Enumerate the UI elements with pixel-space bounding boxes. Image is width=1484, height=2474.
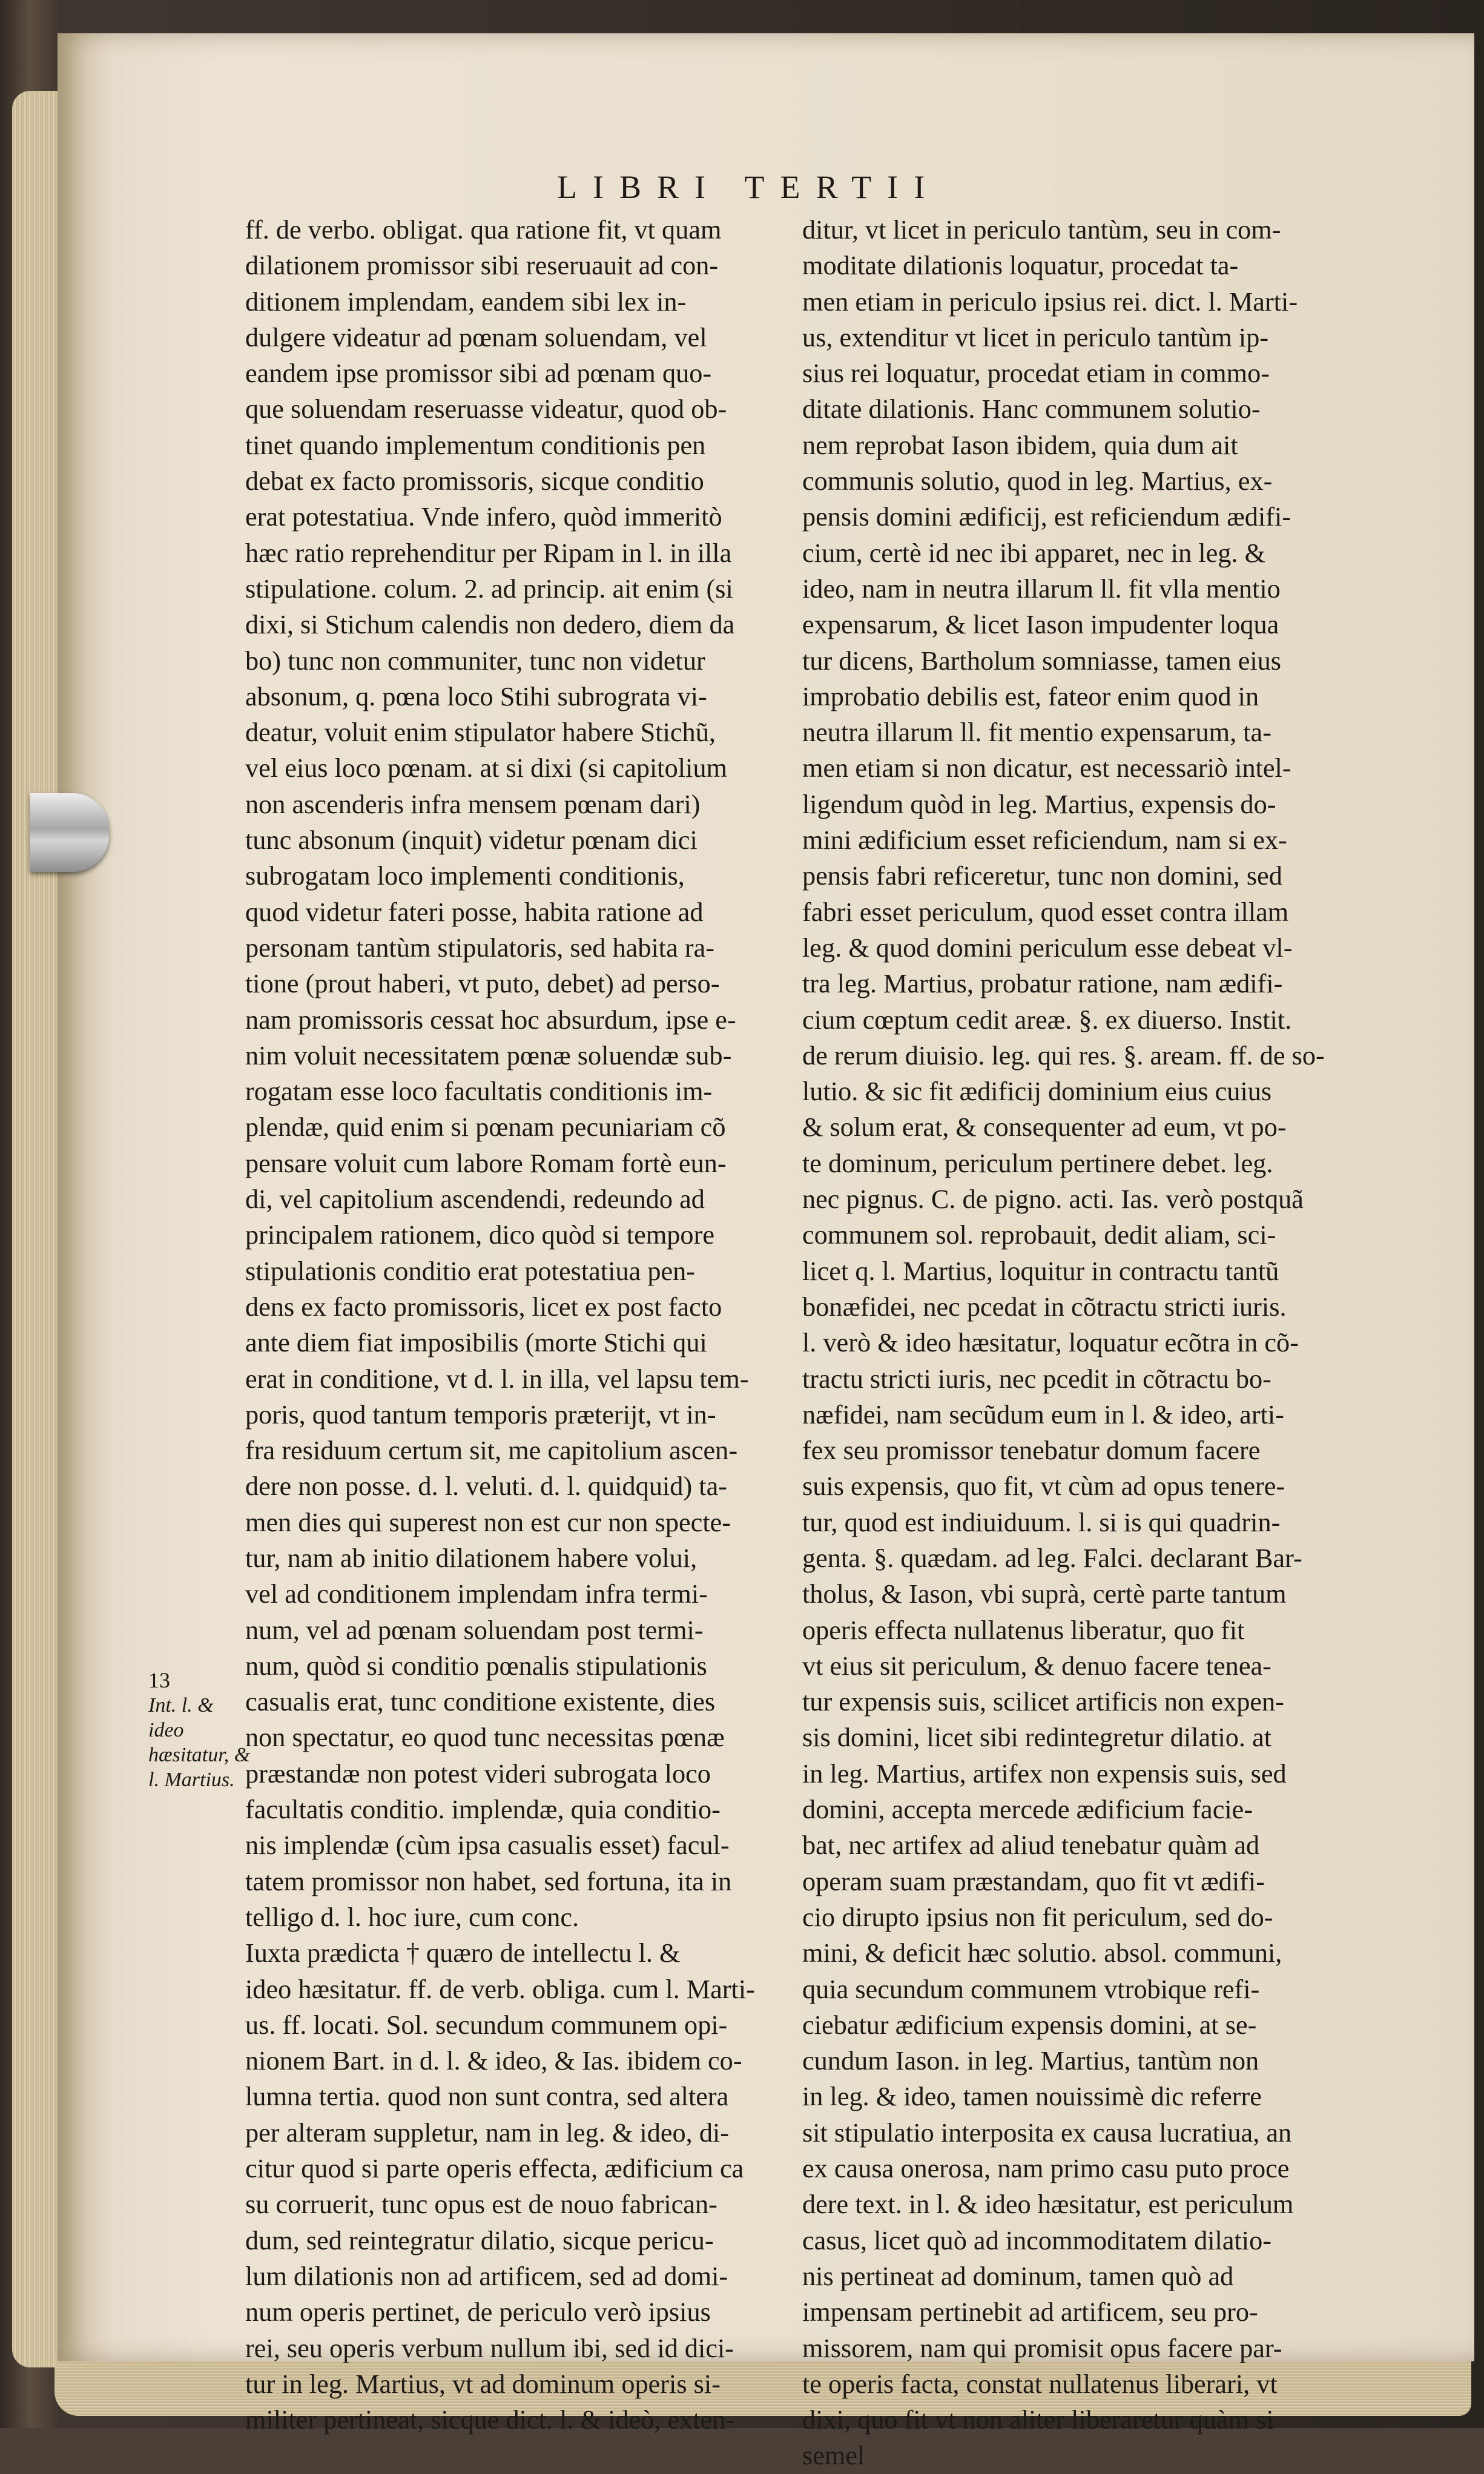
right-column-line: cium, certè id nec ibi apparet, nec in leg. & — [802, 538, 1266, 568]
right-column-line: nem reprobat Iason ibidem, quia dum ait — [802, 430, 1238, 460]
right-column-line: sius rei loquatur, procedat etiam in commo- — [802, 358, 1270, 389]
right-column-line: tra leg. Martius, probatur ratione, nam ædifi- — [802, 969, 1283, 999]
left-column-line: dulgere videatur ad pœnam soluendam, vel — [245, 322, 707, 352]
left-column-line: dixi, si Stichum calendis non dedero, diem da — [245, 610, 735, 640]
left-column-line: men dies qui superest non est cur non specte- — [245, 1507, 731, 1537]
left-column-line: hæc ratio reprehenditur per Ripam in l. in illa — [245, 538, 732, 568]
left-column-line: quod videtur fateri posse, habita ratione ad — [245, 897, 704, 927]
right-column-line: missorem, nam qui promisit opus facere par- — [802, 2333, 1282, 2363]
margin-note-number: 13 — [148, 1668, 170, 1692]
right-column-line: ex causa onerosa, nam primo casu puto proce — [802, 2154, 1290, 2184]
left-column-line: non spectatur, eo quod tunc necessitas pœnæ — [245, 1723, 725, 1753]
right-column-line: te dominum, periculum pertinere debet. leg. — [802, 1148, 1273, 1178]
right-column-line: lutio. & sic fit ædificij dominium eius cuius — [802, 1077, 1272, 1107]
left-column-line: nis implendæ (cùm ipsa casualis esset) facul- — [245, 1830, 730, 1861]
right-column-line: dere text. in l. & ideo hæsitatur, est periculum — [802, 2189, 1294, 2220]
right-column-line: communis solutio, quod in leg. Martius, ex- — [802, 466, 1273, 496]
left-column-line: vel eius loco pœnam. at si dixi (si capitolium — [245, 753, 727, 783]
page-clip — [30, 793, 109, 872]
left-column-line: num, quòd si conditio pœnalis stipulationis — [245, 1651, 707, 1681]
right-column-line: de rerum diuisio. leg. qui res. §. aream. ff. de so- — [802, 1040, 1325, 1070]
right-column-line: mini, & deficit hæc solutio. absol. communi, — [802, 1938, 1282, 1968]
right-column-line: suis expensis, quo fit, vt cùm ad opus tenere- — [802, 1471, 1285, 1502]
right-column-line: sis domini, licet sibi redintegretur dilatio. at — [802, 1723, 1272, 1753]
right-column-line: dixi, quo fit vt non aliter liberaretur quàm si — [802, 2405, 1274, 2435]
left-column-line: absonum, q. pœna loco Stihi subrograta vi- — [245, 681, 707, 711]
left-column-line: pensare voluit cum labore Romam fortè eun- — [245, 1148, 727, 1178]
margin-note-line: l. Martius. — [148, 1769, 235, 1791]
left-column-line: dilationem promissor sibi reseruauit ad con- — [245, 251, 719, 281]
right-column-line: cio dirupto ipsius non fit periculum, sed do- — [802, 1902, 1273, 1932]
left-column-line: dum, sed reintegratur dilatio, sicque pericu- — [245, 2225, 714, 2255]
margin-note — [148, 1668, 251, 1792]
left-column-line: num operis pertinet, de periculo verò ipsius — [245, 2297, 711, 2327]
right-column-line: tur, quod est indiuiduum. l. si is qui quadrin- — [802, 1507, 1281, 1537]
right-column-line: in leg. Martius, artifex non expensis suis, sed — [802, 1758, 1287, 1789]
right-column-line: casus, licet quò ad incommoditatem dilatio- — [802, 2225, 1272, 2255]
left-column-line: bo) tunc non communiter, tunc non videtur — [245, 645, 705, 676]
right-column-line: ditate dilationis. Hanc communem solutio- — [802, 394, 1261, 424]
right-column-line: genta. §. quædam. ad leg. Falci. declarant Bar- — [802, 1543, 1302, 1573]
right-column-line: sit stipulatio interposita ex causa lucratiua, an — [802, 2117, 1292, 2148]
left-column-line: deatur, voluit enim stipulator habere Stichũ, — [245, 717, 716, 748]
right-column-line: mini ædificium esset reficiendum, nam si ex- — [802, 825, 1287, 856]
right-column-line: semel — [802, 2441, 865, 2471]
left-column-line: ff. de verbo. obligat. qua ratione fit, vt quam — [245, 215, 722, 245]
left-column-line: erat in conditione, vt d. l. in illa, vel lapsu tem- — [245, 1364, 749, 1394]
left-column-line: plendæ, quid enim si pœnam pecuniariam cõ — [245, 1112, 726, 1143]
right-column-line: næfidei, nam secũdum eum in l. & ideo, arti- — [802, 1399, 1284, 1430]
right-column-line: ditur, vt licet in periculo tantùm, seu in com- — [802, 215, 1281, 245]
left-column-line: Iuxta prædicta † quæro de intellectu l. & — [245, 1938, 681, 1968]
right-column-line: operam suam præstandam, quo fit vt ædifi- — [802, 1866, 1265, 1896]
left-column-line: nionem Bart. in d. l. & ideo, & Ias. ibidem co- — [245, 2046, 742, 2076]
right-column-line: expensarum, & licet Iason impudenter loqua — [802, 610, 1279, 640]
right-column — [802, 212, 1347, 2474]
right-column-line: l. verò & ideo hæsitatur, loquatur ecõtra in cõ- — [802, 1328, 1299, 1358]
right-column-line: tur dicens, Bartholum somniasse, tamen eius — [802, 645, 1282, 676]
left-column-line: non ascenderis infra mensem pœnam dari) — [245, 789, 701, 819]
right-column-line: men etiam in periculo ipsius rei. dict. l. Marti- — [802, 286, 1298, 317]
left-column-line: personam tantùm stipulatoris, sed habita ra- — [245, 932, 715, 963]
right-column-line: pensis domini ædificij, est reficiendum ædifi- — [802, 502, 1291, 532]
left-column-line: fra residuum certum sit, me capitolium ascen- — [245, 1436, 738, 1466]
right-column-line: moditate dilationis loquatur, procedat ta- — [802, 251, 1239, 281]
left-column-line: debat ex facto promissoris, sicque conditio — [245, 466, 704, 496]
right-column-line: men etiam si non dicatur, est necessariò intel- — [802, 753, 1291, 783]
left-column-line: nim voluit necessitatem pœnæ soluendæ sub- — [245, 1040, 732, 1070]
right-column-line: in leg. & ideo, tamen nouissimè dic referre — [802, 2082, 1262, 2112]
left-column-line: dere non posse. d. l. veluti. d. l. quidquid) ta- — [245, 1471, 727, 1502]
right-column-line: nec pignus. C. de pigno. acti. Ias. verò postquã — [802, 1184, 1304, 1215]
left-column-line: vel ad conditionem implendam infra termi- — [245, 1579, 708, 1609]
right-column-line: pensis fabri reficeretur, tunc non domini, sed — [802, 861, 1282, 891]
right-column-line: ligendum quòd in leg. Martius, expensis do- — [802, 789, 1276, 819]
left-column-line: ditionem implendam, eandem sibi lex in- — [245, 286, 687, 317]
right-column-line: tur expensis suis, scilicet artificis non expen- — [802, 1687, 1284, 1717]
left-column-line: su corruerit, tunc opus est de nouo fabrican- — [245, 2189, 717, 2220]
left-column-line: tione (prout haberi, vt puto, debet) ad perso- — [245, 969, 720, 999]
right-column-line: vt eius sit periculum, & denuo facere tenea- — [802, 1651, 1271, 1681]
right-column-line: tractu stricti iuris, nec pcedit in cõtractu bo- — [802, 1364, 1271, 1394]
left-column-line: principalem rationem, dico quòd si tempore — [245, 1220, 714, 1250]
right-column-line: neutra illarum ll. fit mentio expensarum, ta- — [802, 717, 1271, 748]
left-column-line: di, vel capitolium ascendendi, redeundo ad — [245, 1184, 705, 1215]
left-column-line: casualis erat, tunc conditione existente, dies — [245, 1687, 716, 1717]
left-column-line: per alteram suppletur, nam in leg. & ideo, di- — [245, 2117, 730, 2148]
right-column-line: bat, nec artifex ad aliud tenebatur quàm ad — [802, 1830, 1260, 1861]
left-column-line: rogatam esse loco facultatis conditionis im- — [245, 1077, 713, 1107]
left-column-line: stipulationis conditio erat potestatiua pen- — [245, 1256, 696, 1286]
margin-note-line: hæsitatur, & — [148, 1744, 251, 1766]
right-column-line: ideo, nam in neutra illarum ll. fit vlla mentio — [802, 573, 1281, 604]
right-column-line: & solum erat, & consequenter ad eum, vt po- — [802, 1112, 1287, 1143]
right-column-line: operis effecta nullatenus liberatur, quo fit — [802, 1615, 1245, 1645]
left-column-line: subrogatam loco implementi conditionis, — [245, 861, 685, 891]
left-column-line: lumna tertia. quod non sunt contra, sed altera — [245, 2082, 729, 2112]
left-column-line: ante diem fiat imposibilis (morte Stichi qui — [245, 1328, 707, 1358]
right-column-line: leg. & quod domini periculum esse debeat vl- — [802, 932, 1293, 963]
left-column-line: tunc absonum (inquit) videtur pœnam dici — [245, 825, 697, 856]
right-column-line: licet q. l. Martius, loquitur in contractu tantũ — [802, 1256, 1279, 1286]
right-column-line: nis pertineat ad dominum, tamen quò ad — [802, 2261, 1234, 2291]
left-column-line: rei, seu operis verbum nullum ibi, sed id dici- — [245, 2333, 734, 2363]
left-column-line: erat potestatiua. Vnde infero, quòd immeritò — [245, 502, 722, 532]
right-column-line: fabri esset periculum, quod esset contra illam — [802, 897, 1289, 927]
left-column-line: præstandæ non potest videri subrogata loco — [245, 1758, 711, 1789]
left-column-line: facultatis conditio. implendæ, quia conditio- — [245, 1795, 721, 1825]
right-column-line: domini, accepta mercede ædificium facie- — [802, 1795, 1253, 1825]
running-head: LIBRI TERTII — [557, 169, 941, 205]
right-column-line: bonæfidei, nec pcedat in cõtractu stricti iuris. — [802, 1291, 1287, 1322]
left-column-line: tur, nam ab initio dilationem habere volui, — [245, 1543, 697, 1573]
right-column-line: quia secundum communem vtrobique refi- — [802, 1974, 1260, 2004]
left-column-line: ideo hæsitatur. ff. de verb. obliga. cum l. Marti- — [245, 1974, 755, 2004]
left-column-line: eandem ipse promissor sibi ad pœnam quo- — [245, 358, 712, 389]
right-column-line: fex seu promissor tenebatur domum facere — [802, 1436, 1261, 1466]
left-column-line: stipulatione. colum. 2. ad princip. ait enim (si — [245, 573, 733, 604]
right-column-line: communem sol. reprobauit, dedit aliam, sci- — [802, 1220, 1276, 1250]
right-column-line: ciebatur ædificium expensis domini, at se- — [802, 2010, 1257, 2040]
right-column-line: us, extenditur vt licet in periculo tantùm ip- — [802, 322, 1269, 352]
right-column-line: cundum Iason. in leg. Martius, tantùm non — [802, 2046, 1259, 2076]
left-column-line: nam promissoris cessat hoc absurdum, ipse e- — [245, 1004, 736, 1035]
left-column-line: tur in leg. Martius, vt ad dominum operis si- — [245, 2369, 721, 2399]
left-column-line: citur quod si parte operis effecta, ædificium ca — [245, 2154, 744, 2184]
right-column-line: cium cœptum cedit areæ. §. ex diuerso. Instit. — [802, 1004, 1292, 1035]
left-column-line: militer pertineat, sicque dict. l. & ideò, exten- — [245, 2405, 735, 2435]
margin-note-line: Int. l. & ideo — [148, 1694, 214, 1741]
right-column-line: improbatio debilis est, fateor enim quod in — [802, 681, 1259, 711]
left-column-line: lum dilationis non ad artificem, sed ad domi- — [245, 2261, 728, 2291]
left-column — [245, 212, 778, 2438]
right-column-line: impensam pertinebit ad artificem, seu pro- — [802, 2297, 1258, 2327]
left-column-line: num, vel ad pœnam soluendam post termi- — [245, 1615, 704, 1645]
left-column-line: tinet quando implementum conditionis pen — [245, 430, 706, 460]
left-column-line: dens ex facto promissoris, licet ex post facto — [245, 1291, 722, 1322]
left-column-line: que soluendam reseruasse videatur, quod ob- — [245, 394, 727, 424]
right-column-line: tholus, & Iason, vbi suprà, certè parte tantum — [802, 1579, 1287, 1609]
left-column-line: telligo d. l. hoc iure, cum conc. — [245, 1902, 579, 1932]
left-column-line: poris, quod tantum temporis præterijt, vt in- — [245, 1399, 716, 1430]
right-column-line: te operis facta, constat nullatenus liberari, vt — [802, 2369, 1278, 2399]
left-column-line: tatem promissor non habet, sed fortuna, ita in — [245, 1866, 732, 1896]
left-column-line: us. ff. locati. Sol. secundum communem opi- — [245, 2010, 728, 2040]
